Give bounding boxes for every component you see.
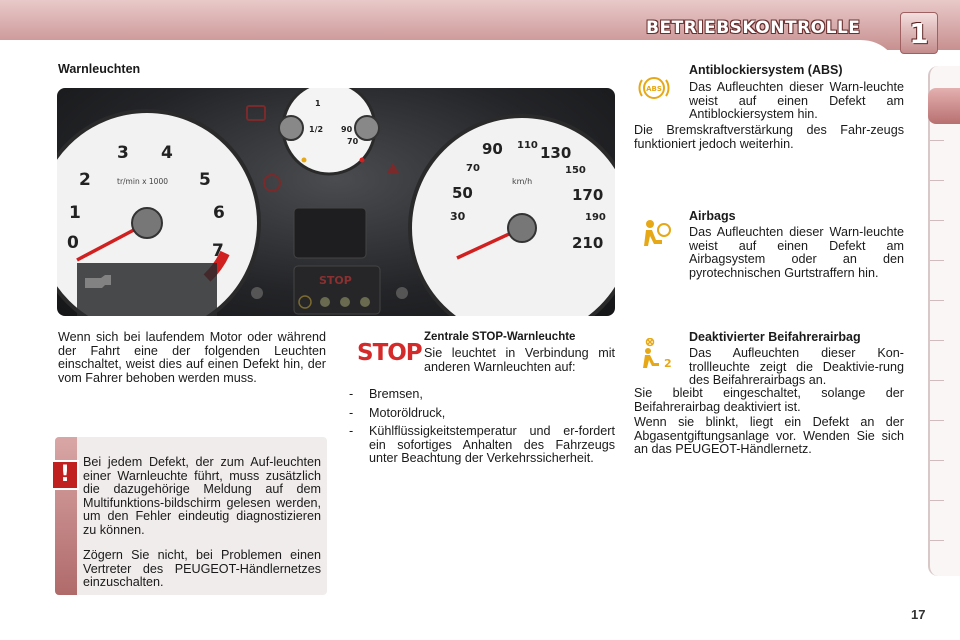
list-item: - Bremsen,: [346, 388, 615, 402]
tacho-hub: [132, 208, 162, 238]
temp-label: 90: [341, 125, 353, 134]
warning-exclamation-icon: !: [51, 460, 79, 490]
speedo-number: 170: [572, 186, 604, 204]
multifunction-display: [294, 208, 366, 258]
abs-text: Das Aufleuchten dieser Warn-leuchte weist auf einen Defekt am Antiblockiersystem hin.: [689, 80, 904, 121]
speedo-number: 110: [517, 140, 538, 151]
airbags-title: Airbags: [689, 209, 736, 223]
chapter-number: 1: [909, 16, 929, 50]
speedo-number: 150: [565, 165, 586, 176]
tacho-number: 5: [199, 170, 211, 190]
list-item: - Motoröldruck,: [346, 407, 615, 421]
speedo-number: 50: [452, 184, 473, 202]
chapter-number-box: [900, 12, 938, 54]
passenger-airbag-text: Das Aufleuchten dieser Kon-trollleuchte zeigt die Deaktivie-rung des Beifahrerairbags an.: [689, 346, 904, 387]
warning-text-2: Zögern Sie nicht, bei Problemen einen Vertreter des PEUGEOT-Händlernetzes einzuschalten.: [83, 548, 321, 589]
instrument-cluster-photo: [57, 88, 615, 316]
stop-text: Sie leuchtet in Verbindung mit anderen Warnleuchten auf:: [424, 346, 615, 374]
rail-tick: [930, 140, 944, 141]
rail-tick: [930, 460, 944, 461]
speedo-number: 30: [450, 210, 466, 223]
temp-label: 70: [347, 137, 359, 146]
warnleuchten-heading: Warnleuchten: [58, 62, 141, 76]
passenger-airbag-note-1: Sie bleibt eingeschaltet, solange der Beifahrerairbag deaktiviert ist.: [634, 386, 904, 414]
rail-tick: [930, 500, 944, 501]
speedo-number: 90: [482, 140, 503, 158]
rail-tick: [930, 260, 944, 261]
tacho-unit: tr/min x 1000: [117, 177, 168, 186]
airbag-warning-icon: [640, 218, 672, 250]
list-item: - Kühlflüssigkeitstemperatur und er-fordert ein sofortiges Anhalten des Fahrzeugs unter Beachtung der Verkehrssicherheit.: [346, 425, 615, 466]
tacho-number: 4: [161, 143, 173, 163]
tacho-number: 1: [69, 203, 81, 223]
rail-tick: [930, 540, 944, 541]
warning-text-1: Bei jedem Defekt, der zum Auf-leuchten einer Warnleuchte führt, muss zusätzlich die dazugehörige Meldung auf dem Multifunktions-bildschirm gelesen werden, um den Fehler eindeutig diagnostizieren zu können.: [83, 455, 321, 537]
brake-warning-icon: [264, 175, 280, 191]
seatbelt-warning-icon: [387, 163, 399, 173]
rail-tick: [930, 220, 944, 221]
stop-list: [346, 388, 615, 471]
passenger-airbag-off-icon: [640, 338, 674, 372]
abs-warning-icon: [638, 72, 670, 104]
fuel-label: 1/2: [309, 125, 324, 134]
speedo-number: 70: [466, 163, 480, 174]
speedo-unit: km/h: [512, 177, 533, 186]
rail-tick: [930, 340, 944, 341]
rail-tick: [930, 380, 944, 381]
chapter-title: BETRIEBSKONTROLLE: [646, 18, 861, 38]
airbags-text: Das Aufleuchten dieser Warn-leuchte weist auf einen Defekt am Airbagsystem oder an den pyrotechnischen Gurtstraffern hin.: [689, 225, 904, 280]
passenger-airbag-note-2: Wenn sie blinkt, liegt ein Defekt an der Abgasentgiftungsanlage vor. Wenden Sie sich an das PEUGEOT-Händlernetz.: [634, 415, 904, 456]
svg-text:2: 2: [664, 357, 672, 370]
stop-warning-icon: STOP: [357, 340, 422, 366]
speedo-hub: [508, 214, 536, 242]
tacho-number: 7: [212, 241, 224, 261]
speedo-number: 190: [585, 212, 606, 223]
rail-tick: [930, 420, 944, 421]
rail-tick: [930, 180, 944, 181]
speedo-number: 210: [572, 234, 604, 252]
passenger-airbag-title: Deaktivierter Beifahrerairbag: [689, 330, 861, 344]
tacho-number: 6: [213, 203, 225, 223]
rail-tick: [930, 300, 944, 301]
abs-title: Antiblockiersystem (ABS): [689, 63, 843, 77]
speedo-number: 130: [540, 144, 572, 162]
tacho-number: 2: [79, 170, 91, 190]
display-stop-text: STOP: [319, 274, 352, 287]
tacho-number: 3: [117, 143, 129, 163]
page-number: 17: [911, 607, 926, 622]
stop-title: Zentrale STOP-Warnleuchte: [424, 331, 576, 343]
abs-note: Die Bremskraftverstärkung des Fahr-zeugs funktioniert jedoch weiterhin.: [634, 123, 904, 151]
fuel-label: 1: [315, 99, 321, 108]
tacho-number: 0: [67, 233, 79, 253]
intro-paragraph: Wenn sich bei laufendem Motor oder während der Fahrt eine der folgenden Leuchten einschaltet, weist dies auf einen Defekt hin, der vom Fahrer behoben werden muss.: [58, 330, 326, 385]
active-chapter-tab[interactable]: [928, 88, 960, 124]
svg-text:ABS: ABS: [646, 85, 662, 93]
battery-warning-icon: [247, 106, 265, 120]
